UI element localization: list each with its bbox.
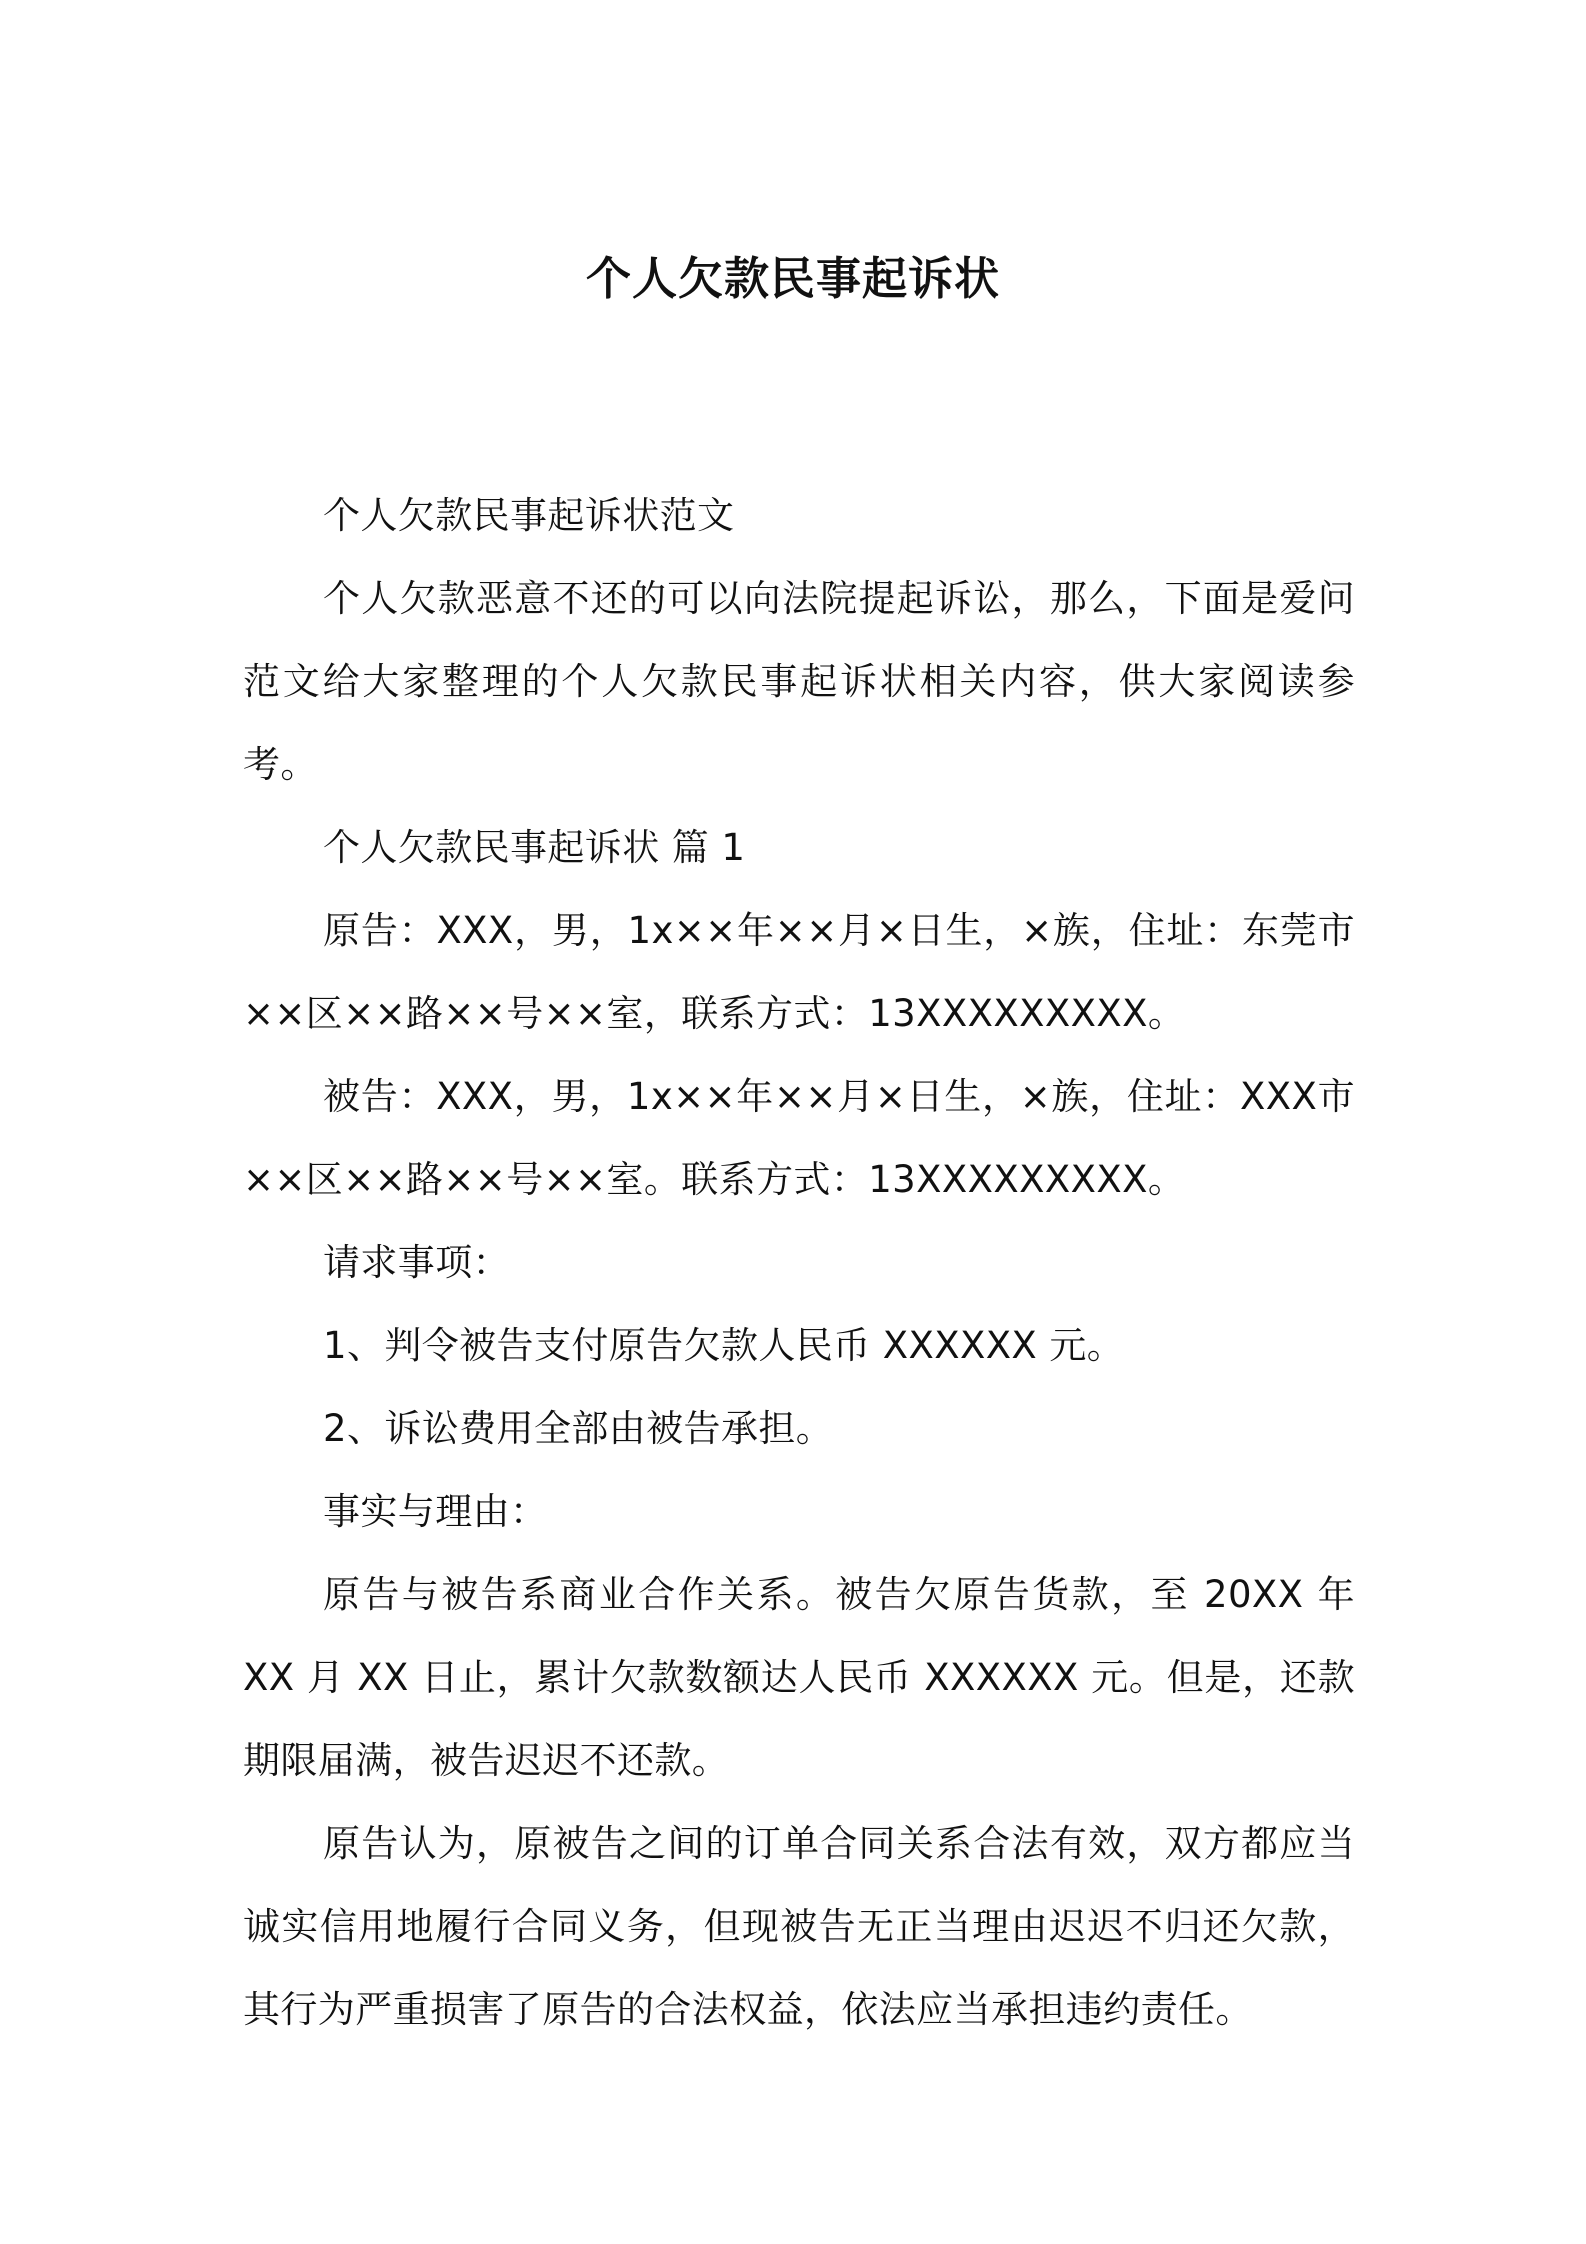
claims-heading: 请求事项： — [323, 1241, 510, 1284]
facts-heading: 事实与理由： — [323, 1490, 548, 1533]
facts-paragraph: 原告与被告系商业合作关系。被告欠原告货款，至 20XX 年 XX 月 XX 日止，累计欠款数额达人民币 XXXXXX 元。但是，还款期限届满，被告迟迟不还款。 — [243, 1573, 1355, 1782]
intro-paragraph: 个人欠款恶意不还的可以向法院提起诉讼，那么，下面是爱问范文给大家整理的个人欠款民事起诉状相关内容，供大家阅读参考。 — [243, 577, 1355, 786]
document-body — [243, 474, 1355, 2051]
claim-item-1: 1、判令被告支付原告欠款人民币 XXXXXX 元。 — [323, 1324, 1125, 1367]
reasoning-paragraph: 原告认为，原被告之间的订单合同关系合法有效，双方都应当诚实信用地履行合同义务，但现被告无正当理由迟迟不归还欠款，其行为严重损害了原告的合法权益，依法应当承担违约责任。 — [243, 1822, 1355, 2031]
plaintiff-paragraph: 原告：XXX，男，1x××年××月×日生，×族，住址：东莞市××区××路××号××室，联系方式：13XXXXXXXXX。 — [243, 909, 1355, 1035]
section-heading: 个人欠款民事起诉状 篇 1 — [323, 826, 746, 869]
subtitle-paragraph: 个人欠款民事起诉状范文 — [323, 494, 735, 537]
defendant-paragraph: 被告：XXX，男，1x××年××月×日生，×族，住址：XXX市××区××路××号××室。联系方式：13XXXXXXXXX。 — [243, 1075, 1355, 1201]
document-title: 个人欠款民事起诉状 — [585, 252, 1000, 305]
claim-item-2: 2、诉讼费用全部由被告承担。 — [323, 1407, 834, 1450]
